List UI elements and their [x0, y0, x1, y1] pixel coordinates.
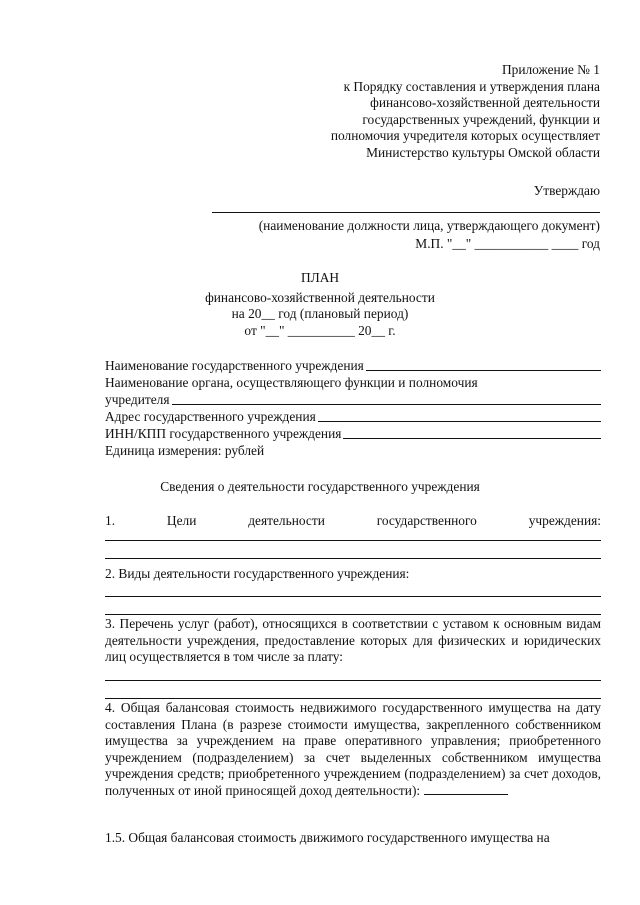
item-4 [105, 700, 601, 800]
inn-kpp-row [105, 426, 601, 443]
item-2-blank-1 [105, 596, 601, 597]
founder-label: учредителя [105, 392, 170, 408]
founder-body-label: Наименование органа, осуществляющего функции и полномочия [105, 375, 478, 390]
appendix-line-2: к Порядку составления и утверждения плана [343, 78, 600, 94]
appendix-line-1: Приложение № 1 [501, 62, 600, 77]
unit-label: Единица измерения: рублей [105, 443, 265, 458]
item-2 [105, 566, 601, 615]
item-4-blank [424, 783, 508, 795]
institution-name-label: Наименование государственного учреждения [105, 358, 364, 374]
item-2-text: 2. Виды деятельности государственного учреждения: [105, 566, 410, 581]
institution-name-blank [366, 370, 601, 371]
section-title: Сведения о деятельности государственного учреждения [160, 479, 480, 494]
item-3 [105, 616, 601, 699]
institution-fields [105, 358, 601, 460]
item-4-body: 4. Общая балансовая стоимость недвижимого государственного имущества на дату составления Плана (в разрезе стоимости имущества, закрепленного собственником имущества за учреждением на праве оперативного управления; приобретенного учреждением (подразделением) за счет выделенных собственником имущества учреждения средств; приобретенного учреждением (подразделением) за счет доходов, полученных от иной приносящей доход деятельности): [105, 700, 601, 798]
plan-subtitle: финансово-хозяйственной деятельности [205, 289, 435, 305]
item-1-blank-1 [105, 540, 601, 541]
address-row [105, 409, 601, 426]
item-1-text: 1. Цели деятельности государственного учреждения: [105, 513, 601, 528]
approver-caption: (наименование должности лица, утверждающего документ) [258, 218, 600, 233]
item-5 [105, 830, 601, 847]
item-1 [105, 513, 601, 559]
item-2-blank-2 [105, 614, 601, 615]
institution-name-row [105, 358, 601, 375]
appendix-line-6: Министерство культуры Омской области [366, 144, 600, 160]
approver-signature-line [212, 212, 600, 213]
stamp-date-line: М.П. "__" ___________ ____ год [415, 236, 600, 251]
appendix-header [270, 62, 600, 162]
founder-row [105, 392, 601, 409]
inn-kpp-label: ИНН/КПП государственного учреждения [105, 426, 342, 442]
appendix-line-3: финансово-хозяйственной деятельности [370, 95, 600, 111]
plan-period: на 20__ год (плановый период) [231, 306, 409, 322]
appendix-line-5: полномочия учредителя которых осуществляет [330, 128, 600, 144]
item-3-blank-2 [105, 698, 601, 699]
inn-kpp-blank [343, 438, 601, 439]
founder-blank [172, 404, 601, 405]
plan-date: от "__" __________ 20__ г. [244, 322, 396, 338]
address-label: Адрес государственного учреждения [105, 409, 316, 425]
item-1-blank-2 [105, 558, 601, 559]
appendix-line-4: государственных учреждений, функции и [362, 111, 600, 127]
address-blank [318, 421, 601, 422]
item-3-blank-1 [105, 680, 601, 681]
item-3-text: 3. Перечень услуг (работ), относящихся в соответствии с уставом к основным видам деятельности учреждения, предоставление которых для физических и юридических лиц осуществляется в том числе за плату: [105, 616, 601, 665]
approval-label: Утверждаю [533, 183, 600, 198]
item-5-text: 1.5. Общая балансовая стоимость движимого государственного имущества на [105, 830, 550, 845]
plan-title: ПЛАН [300, 270, 340, 285]
plan-title-block [0, 270, 640, 339]
item-4-text [105, 700, 601, 800]
